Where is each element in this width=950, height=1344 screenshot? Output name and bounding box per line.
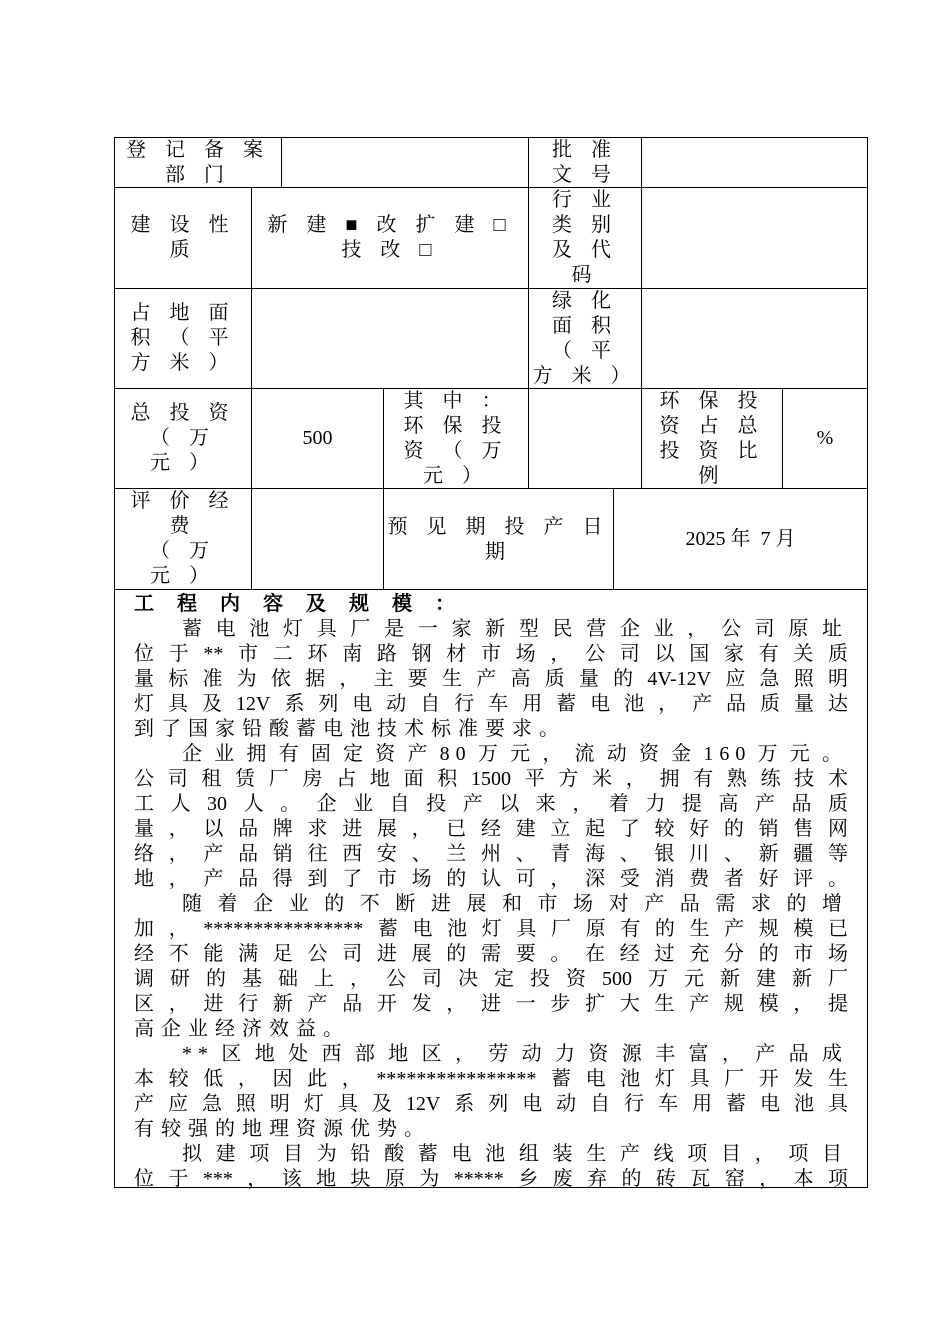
approval-value: [642, 138, 867, 187]
fee-value: [252, 489, 383, 589]
industry-label: 行 业 类 别 及 代 码: [552, 189, 618, 286]
nature-value: 新 建 ■ 改 扩 建 □ 技 改 □: [267, 214, 513, 261]
date-value: 2025 年 7 月: [685, 527, 796, 550]
industry-value: [642, 188, 867, 288]
env-invest-value: [529, 389, 641, 488]
dept-value: [282, 138, 528, 187]
paragraph-5: 拟建项目为铅酸蓄电池组装生产线项目，项目 位于***，该地块原为*****乡废弃的砖瓦窑，本项: [134, 1143, 848, 1190]
row-divider: [114, 589, 868, 590]
project-content: [134, 592, 848, 1192]
nature-label: 建 设 性 质: [130, 214, 236, 261]
invest-label: 总 投 资 （ 万 元 ）: [130, 402, 236, 474]
date-label: 预 见 期 投 产 日 期: [387, 516, 610, 563]
area-value: [252, 289, 528, 388]
invest-value: 500: [302, 427, 333, 449]
paragraph-1: 蓄电池灯具厂是一家新型民营企业，公司原址 位于**市二环南路钢材市场，公司以国家有关质 量标准为依据，主要生产高质量的4V-12V应急照明 灯具及12V系列电动自行车用蓄电池，产品质量达 到了国家铅酸蓄电池技术标准要求。: [134, 618, 848, 740]
paragraph-3: 随着企业的不断进展和市场对产品需求的增 加，****************蓄电池灯具厂原有的生产规模已 经不能满足公司进展的需要。在经过充分的市场 调研的基础上，公司决定投资500万元新建新厂 区，进行新产品开发，进一步扩大生产规模，提 高企业经济效益。: [134, 893, 848, 1040]
paragraph-2: 企业拥有固定资产80万元，流动资金160万元。 公司租赁厂房占地面积1500平方米，拥有熟练技术 工人30人。企业自投产以来，着力提高产品质 量，以品牌求进展，已经建立起了较好的销售网 络，产品销往西安、兰州、青海、银川、新疆等 地，产品得到了市场的认可，深受消费者好评。: [134, 743, 848, 890]
dept-label: 登 记 备 案 部 门: [126, 138, 270, 186]
green-value: [642, 289, 867, 388]
paragraph-4: **区地处西部地区，劳动力资源丰富，产品成 本较低，因此，****************蓄电池灯具厂开发生 产应急照明灯具及12V系列电动自行车用蓄电池具 有较强的地理资源优势。: [134, 1043, 848, 1140]
approval-label: 批 准 文 号: [552, 138, 618, 186]
green-label: 绿 化 面 积 （ 平 方 米 ）: [532, 289, 638, 387]
fee-label: 评 价 经 费 （ 万 元 ）: [130, 490, 236, 587]
area-label: 占 地 面 积 （ 平 方 米 ）: [130, 302, 236, 374]
content-title: 工 程 内 容 及 规 模 ：: [134, 593, 464, 615]
ratio-value: %: [816, 427, 834, 449]
ratio-label: 环 保 投 资 占 总 投 资 比 例: [659, 389, 765, 487]
env-invest-label: 其 中 ： 环 保 投 资 （ 万 元 ）: [403, 389, 509, 487]
